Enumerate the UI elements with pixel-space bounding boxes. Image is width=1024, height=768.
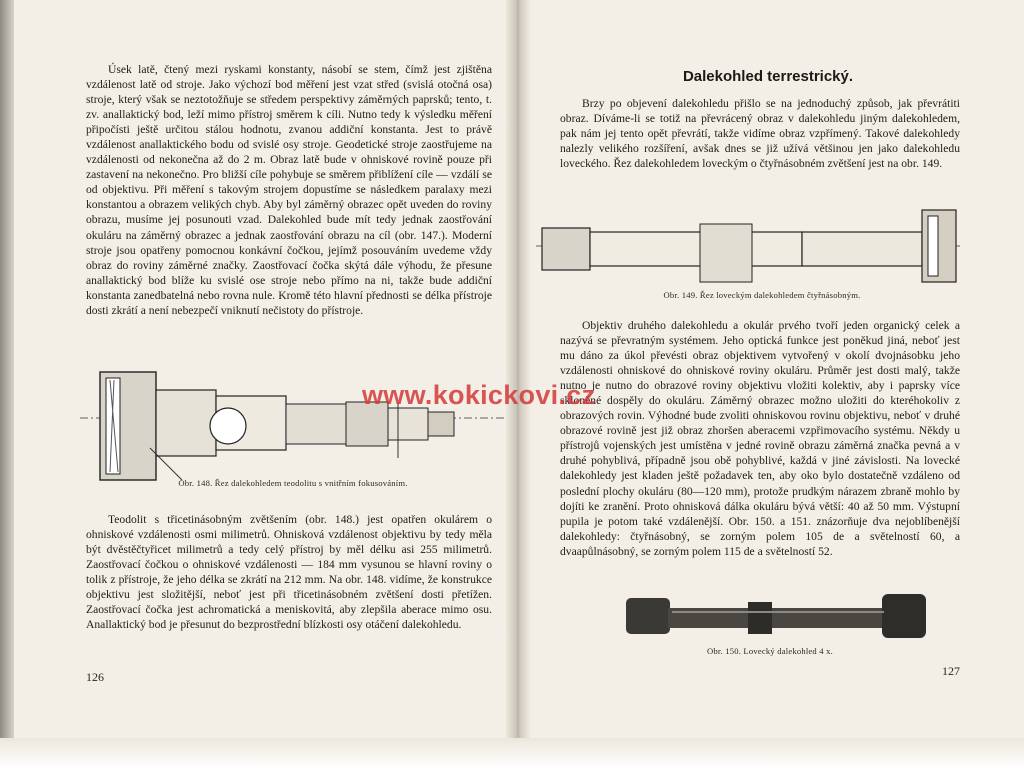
left-paragraph-1: Úsek latě, čtený mezi ryskami konstanty, násobí se stem, čímž jest zjištěna vzdálenost latě od stroje. Jako výchozí bod měření jest vzat střed (svislá otočná osa) stroje, který však se neztotožňuje se středem perspektivy záměrných paprsků; tento, t. zv. anallaktický bod, leží mimo přístroj směrem k cíli. Nutno tedy k výsledku měření připočísti ještě určitou stálou hodnotu, zvanou addiční konstanta. Jest to právě vzdálenost anallaktického bodu od svislé osy stroje. Geodetické stroje zaostřujeme na vzdálenosti od nekonečna až do 2 m. Obraz latě bude v ohniskové rovině pouze při zastavení na nekonečno. Pro bližší cíle pohybuje se směrem přiblížení cíle — vzdálí se od objektivu. Při měření s takovým strojem dopustíme se následkem paralaxy mezi konstantou a obrazem velikých chyb. Aby byl záměrný obrazec opět uveden do roviny obrazu, musíme jej posunouti vzad. Dalekohled bude mít tedy jednak zaostřování okuláru na záměrný obrazec a jednak zaostřování obrazu na cíl (obr. 147.). Moderní stroje jsou opatřeny pomocnou konkávní čočkou, jejímž posouváním uvedeme vždy obraz do roviny záměrné značky. Zaostřovací čočka skýtá dále výhodu, že přesune anallaktický bod blíže ku svislé ose stroje nebo přímo na ni, takže bude addiční konstanta zanedbatelná nebo rovna nule. Kromě této hlavní přednosti se délka přístroje dosti zkrátí a není nebezpečí vniknutí nečistoty do přístroje. xyxy=(86,63,492,317)
figure-148-caption: Obr. 148. Řez dalekohledem teodolitu s vnitřním fokusováním. xyxy=(178,478,408,488)
left-page-number: 126 xyxy=(86,670,104,684)
figure-149-caption: Obr. 149. Řez loveckým dalekohledem čtyřnásobným. xyxy=(663,290,861,300)
hunting-scope-section-figure xyxy=(536,206,962,286)
page-bottom-edge xyxy=(0,738,1024,768)
right-paragraph-2: Objektiv druhého dalekohledu a okulár prvého tvoří jeden organický celek a nazývá se převratným systémem. Jeho optická funkce jest poněkud jiná, neboť jest mu dáno za úkol převésti obraz objektivem vytvořený v okolí dvojnásobku jeho vzdálenosti ohniskové do ohniskové roviny okuláru. Průměr jest dosti malý, takže nutno je nutno do obrazové roviny objektivu vložiti kolektiv, aby i paprsky více skloněné dospěly do okuláru. Záměrný obrazec možno uložiti do kteréhokoliv z obrazových rovin. Výhodné bude zvoliti ohniskovou rovinu objektivu, neboť v druhé obrazové rovině jest již obraz zhoršen aberacemi vzpřimovacího systému. Někdy u přístrojů vojenských jest umístěna v jedné rovině obrazu záměrná značka pevná a v druhé pohyblivá, případně jsou obě pohyblivé, každá v jiné závislosti. Na lovecké dalekohledy jest kladen ještě požadavek ten, aby oko bylo dostatečně vzdáleno od poslední plochy okuláru (80—120 mm), protože prudkým nárazem zbraně mohlo by dojíti ke zranění. Proto ohnisková dálka okuláru bývá větší: 40 až 50 mm. Výstupní pupila je potom také vzdálenější. Obr. 150. a 151. znázorňuje dva nejoblíbenější dalekohledy: čtyřnásobný, se zorným polem 105 de a světelností 60, a dvaapůlnásobný, se zorným polem 115 de a světelností 52. xyxy=(560,319,960,558)
left-paragraph-2: Teodolit s třicetinásobným zvětšením (obr. 148.) jest opatřen okulárem o ohniskové vzdálenosti osmi milimetrů. Ohnisková vzdálenost objektivu by tedy měla být dvěstěčtyřicet milimetrů a tedy celý přístroj by měl délku asi 255 milimetrů. Zaostřovací čočkou o ohniskové vzdálenosti — 184 mm vysunou se hlavní roviny o tolik z přístroje, že jeho délka se zkrátí na 212 mm. Na obr. 148. vidíme, že konstrukce objektivu jest složitější, neboť jest při třicetinásobném zvětšení dosti přetížen. Zaostřovací čočka jest achromatická a meniskovitá, aby zlepšila aberace mimo osu. Anallaktický bod je přesunut do bezprostřední blízkosti osy otáčení dalekohledu. xyxy=(86,513,492,632)
right-page-heading: Dalekohled terrestrický. xyxy=(682,68,854,85)
right-page-text-middle xyxy=(560,318,960,559)
left-page-text-bottom xyxy=(86,512,492,632)
left-page-text-top xyxy=(86,62,492,318)
right-page-number: 127 xyxy=(942,664,960,678)
figure-150-caption: Obr. 150. Lovecký dalekohled 4 x. xyxy=(707,646,833,656)
book-edge xyxy=(0,0,14,768)
right-paragraph-1: Brzy po objevení dalekohledu přišlo se na jednoduchý způsob, jak převrátiti obraz. Díváme-li se totiž na převrácený obraz v dalekohledu jiným dalekohledem, pak nám jej tento opět převrátí, takže vidíme obraz vzpřímený. Takové dalekohledy nalezly velikého rozšíření, avšak dnes se již užívá většinou jen jako dalekohledu loveckého. Řez dalekohledem loveckým o čtyřnásobném zvětšení jest na obr. 149. xyxy=(560,97,960,171)
hunting-scope-photo xyxy=(620,590,930,648)
watermark-text: www.kokickovi.cz xyxy=(362,380,596,410)
right-page-text-top xyxy=(560,96,960,171)
